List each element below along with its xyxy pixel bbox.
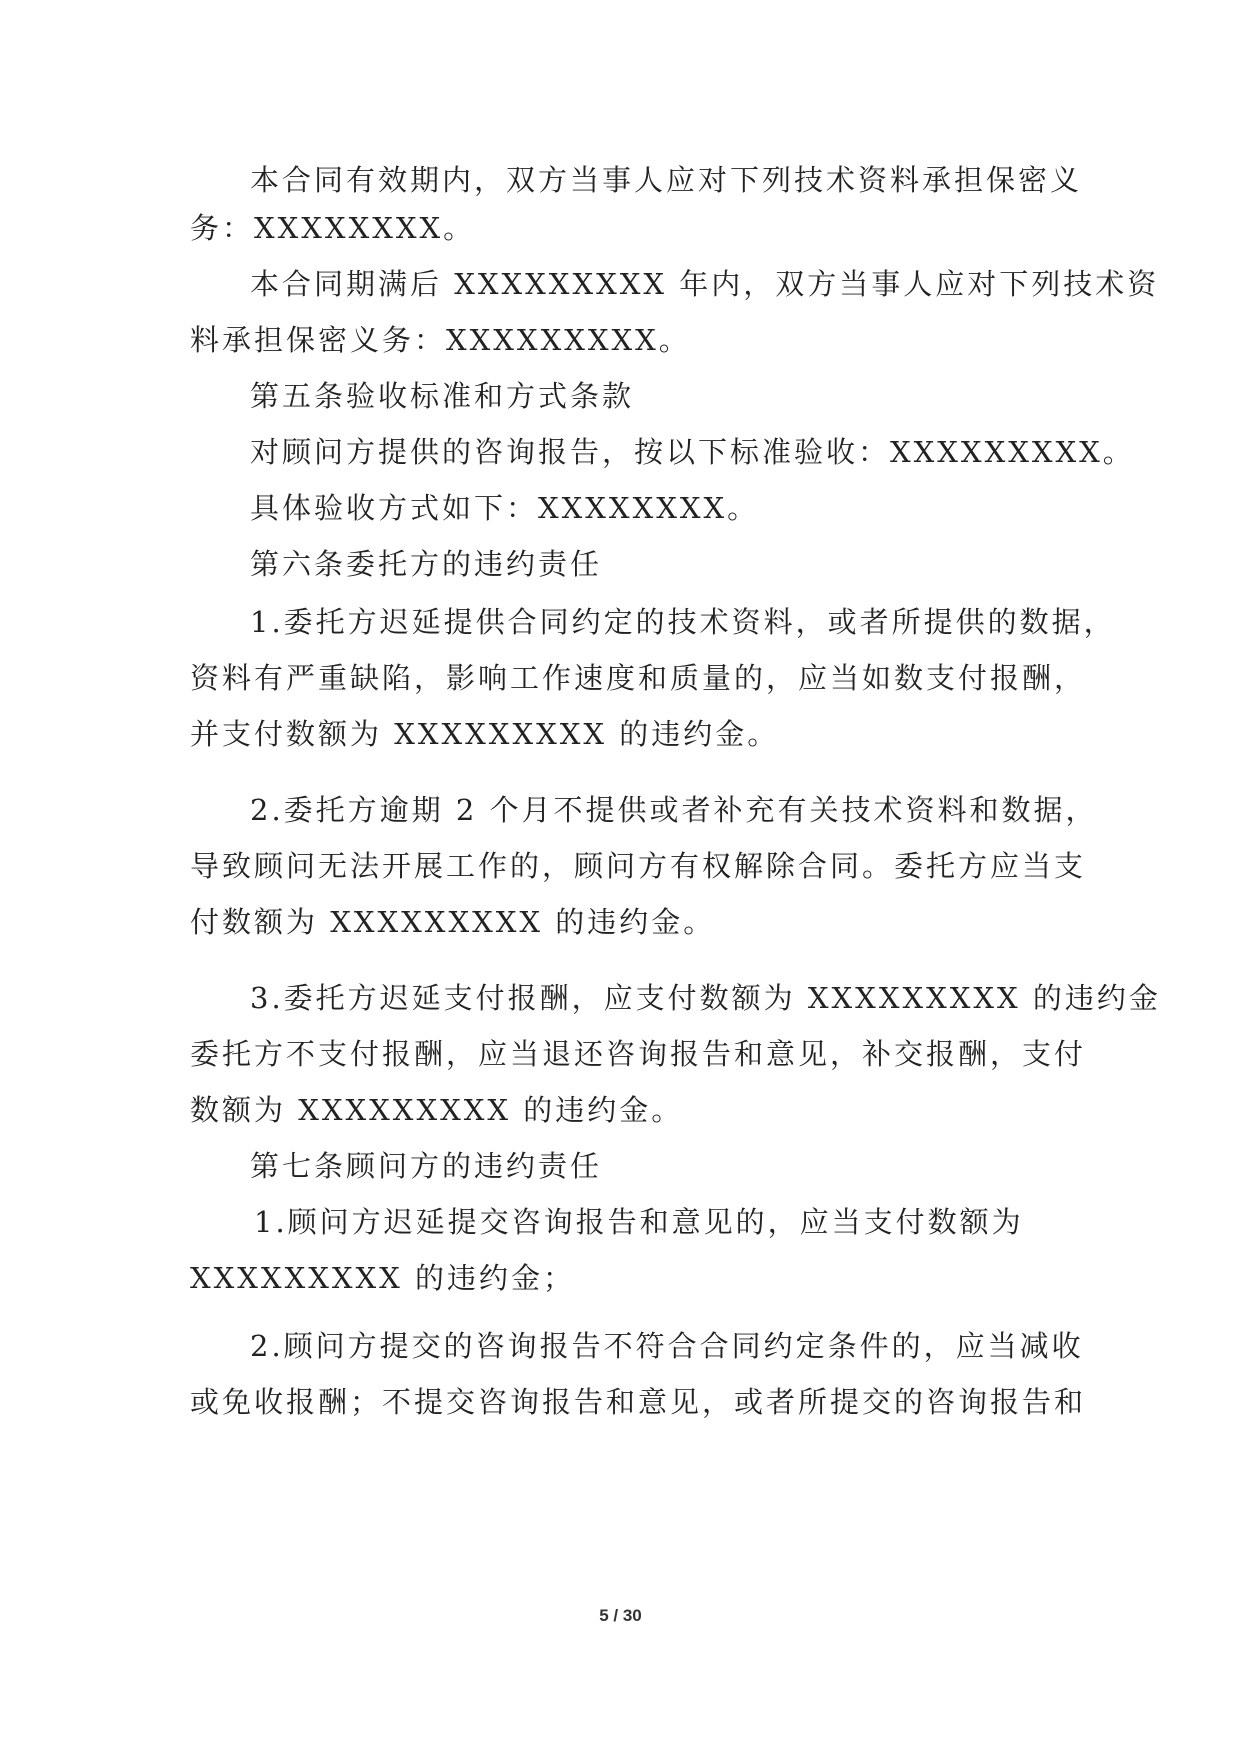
article-heading: 第五条验收标准和方式条款 (250, 379, 635, 413)
text-line: 本合同期满后 XXXXXXXXX 年内，双方当事人应对下列技术资 (250, 267, 1160, 301)
text-line: 或免收报酬；不提交咨询报告和意见，或者所提交的咨询报告和 (190, 1385, 1087, 1419)
page-number: 5 / 30 (599, 1606, 642, 1625)
article-heading: 第六条委托方的违约责任 (250, 547, 603, 581)
text-line: 务：XXXXXXXX。 (190, 211, 476, 245)
text-line: 数额为 XXXXXXXXX 的违约金。 (190, 1093, 684, 1127)
text-line: 料承担保密义务：XXXXXXXXX。 (190, 323, 691, 357)
text-line: 付数额为 XXXXXXXXX 的违约金。 (190, 905, 716, 939)
text-line: 并支付数额为 XXXXXXXXX 的违约金。 (190, 717, 780, 751)
text-line: XXXXXXXXX 的违约金； (190, 1261, 576, 1295)
text-line: 具体验收方式如下：XXXXXXXX。 (250, 491, 760, 525)
text-line: 本合同有效期内，双方当事人应对下列技术资料承担保密义 (250, 163, 1083, 197)
text-line: 3.委托方迟延支付报酬，应支付数额为 XXXXXXXXX 的违约金 (250, 981, 1161, 1015)
text-line: 对顾问方提供的咨询报告，按以下标准验收：XXXXXXXXX。 (250, 435, 1135, 469)
text-line: 1.委托方迟延提供合同约定的技术资料，或者所提供的数据， (250, 605, 1116, 639)
article-heading: 第七条顾问方的违约责任 (250, 1149, 603, 1183)
text-line: 资料有严重缺陷，影响工作速度和质量的，应当如数支付报酬， (190, 661, 1087, 695)
text-line: 委托方不支付报酬，应当退还咨询报告和意见，补交报酬，支付 (190, 1037, 1087, 1071)
text-line: 2.委托方逾期 2 个月不提供或者补充有关技术资料和数据， (250, 793, 1098, 827)
text-line: 2.顾问方提交的咨询报告不符合合同约定条件的，应当减收 (250, 1329, 1084, 1363)
text-line: 导致顾问无法开展工作的，顾问方有权解除合同。委托方应当支 (190, 849, 1087, 883)
text-line: 1.顾问方迟延提交咨询报告和意见的，应当支付数额为 (254, 1205, 1024, 1239)
